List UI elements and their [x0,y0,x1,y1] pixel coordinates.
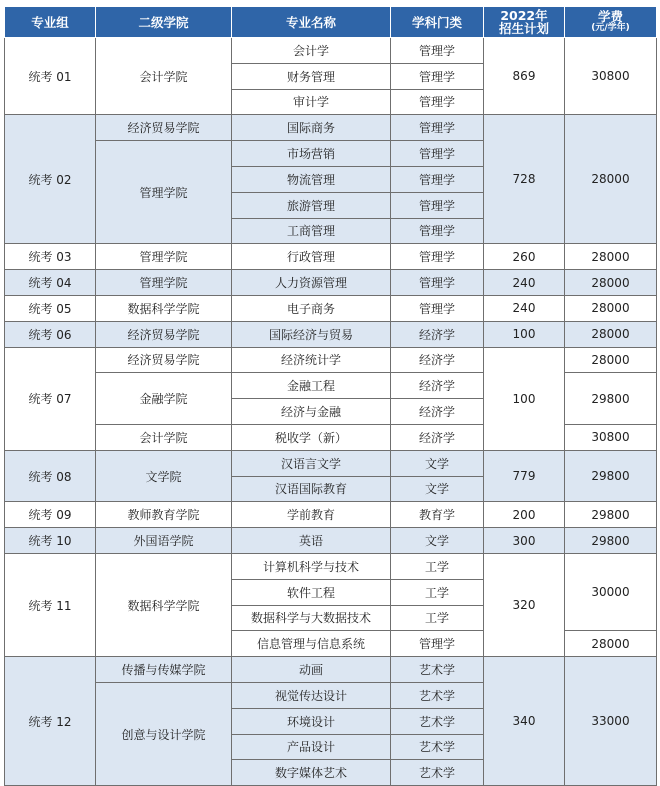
category-cell: 管理学 [391,115,484,141]
category-cell: 工学 [391,605,484,631]
group-cell: 统考 07 [5,347,96,450]
category-cell: 管理学 [391,270,484,296]
plan-cell: 100 [484,347,565,450]
table-row [5,321,657,347]
category-cell: 管理学 [391,63,484,89]
header-category: 学科门类 [391,7,484,38]
category-cell: 管理学 [391,38,484,64]
major-cell: 人力资源管理 [232,270,391,296]
major-cell: 税收学（新） [232,424,391,450]
category-cell: 工学 [391,579,484,605]
admissions-table [4,6,657,786]
major-cell: 经济与金融 [232,399,391,425]
plan-cell: 728 [484,115,565,244]
table-row [5,553,657,579]
header-plan-line2: 招生计划 [498,21,549,36]
college-cell: 经济贸易学院 [96,115,232,141]
major-cell: 汉语国际教育 [232,476,391,502]
category-cell: 教育学 [391,502,484,528]
category-cell: 艺术学 [391,734,484,760]
major-cell: 经济统计学 [232,347,391,373]
major-cell: 物流管理 [232,166,391,192]
fee-cell: 29800 [565,528,657,554]
fee-cell: 28000 [565,347,657,373]
plan-cell: 869 [484,38,565,115]
group-cell: 统考 08 [5,450,96,502]
header-major: 专业名称 [232,7,391,38]
table-row [5,270,657,296]
major-cell: 学前教育 [232,502,391,528]
table-row [5,450,657,476]
major-cell: 汉语言文学 [232,450,391,476]
category-cell: 文学 [391,450,484,476]
college-cell: 管理学院 [96,244,232,270]
college-cell: 会计学院 [96,38,232,115]
fee-cell: 28000 [565,115,657,244]
major-cell: 电子商务 [232,295,391,321]
fee-cell: 33000 [565,657,657,786]
major-cell: 市场营销 [232,141,391,167]
college-cell: 教师教育学院 [96,502,232,528]
category-cell: 管理学 [391,631,484,657]
college-cell: 金融学院 [96,373,232,425]
category-cell: 文学 [391,476,484,502]
category-cell: 管理学 [391,244,484,270]
major-cell: 国际商务 [232,115,391,141]
college-cell: 创意与设计学院 [96,682,232,785]
college-cell: 管理学院 [96,141,232,244]
category-cell: 管理学 [391,89,484,115]
major-cell: 行政管理 [232,244,391,270]
header-fee-line1: 学费 [597,9,623,24]
major-cell: 视觉传达设计 [232,682,391,708]
plan-cell: 260 [484,244,565,270]
table-row [5,244,657,270]
major-cell: 数据科学与大数据技术 [232,605,391,631]
plan-cell: 779 [484,450,565,502]
table-row [5,347,657,373]
fee-cell: 30000 [565,553,657,630]
plan-cell: 320 [484,553,565,656]
fee-cell: 28000 [565,321,657,347]
major-cell: 动画 [232,657,391,683]
table-row [5,502,657,528]
major-cell: 工商管理 [232,218,391,244]
plan-cell: 200 [484,502,565,528]
fee-cell: 30800 [565,38,657,115]
table-row [5,38,657,64]
major-cell: 产品设计 [232,734,391,760]
college-cell: 文学院 [96,450,232,502]
category-cell: 文学 [391,528,484,554]
major-cell: 计算机科学与技术 [232,553,391,579]
fee-cell: 28000 [565,295,657,321]
group-cell: 统考 06 [5,321,96,347]
table-row [5,295,657,321]
group-cell: 统考 02 [5,115,96,244]
major-cell: 信息管理与信息系统 [232,631,391,657]
category-cell: 管理学 [391,141,484,167]
group-cell: 统考 04 [5,270,96,296]
category-cell: 经济学 [391,321,484,347]
group-cell: 统考 12 [5,657,96,786]
plan-cell: 240 [484,270,565,296]
college-cell: 数据科学学院 [96,295,232,321]
college-cell: 外国语学院 [96,528,232,554]
college-cell: 会计学院 [96,424,232,450]
plan-cell: 340 [484,657,565,786]
college-cell: 传播与传媒学院 [96,657,232,683]
category-cell: 经济学 [391,424,484,450]
header-fee-line2: (元/学年) [591,23,630,33]
fee-cell: 30800 [565,424,657,450]
major-cell: 旅游管理 [232,192,391,218]
major-cell: 国际经济与贸易 [232,321,391,347]
college-cell: 管理学院 [96,270,232,296]
category-cell: 工学 [391,553,484,579]
major-cell: 软件工程 [232,579,391,605]
header-college: 二级学院 [96,7,232,38]
college-cell: 经济贸易学院 [96,321,232,347]
table-row [5,115,657,141]
fee-cell: 28000 [565,270,657,296]
major-cell: 环境设计 [232,708,391,734]
plan-cell: 300 [484,528,565,554]
group-cell: 统考 10 [5,528,96,554]
major-cell: 审计学 [232,89,391,115]
group-cell: 统考 03 [5,244,96,270]
major-cell: 英语 [232,528,391,554]
plan-cell: 240 [484,295,565,321]
major-cell: 会计学 [232,38,391,64]
header-row [5,7,657,38]
major-cell: 金融工程 [232,373,391,399]
fee-cell: 28000 [565,631,657,657]
group-cell: 统考 01 [5,38,96,115]
category-cell: 管理学 [391,166,484,192]
category-cell: 艺术学 [391,708,484,734]
major-cell: 财务管理 [232,63,391,89]
college-cell: 经济贸易学院 [96,347,232,373]
major-cell: 数字媒体艺术 [232,760,391,786]
table-row [5,528,657,554]
fee-cell: 28000 [565,244,657,270]
category-cell: 管理学 [391,295,484,321]
header-fee [565,7,657,38]
fee-cell: 29800 [565,373,657,425]
header-plan-line1: 2022年 [500,8,548,23]
college-cell: 数据科学学院 [96,553,232,656]
category-cell: 艺术学 [391,760,484,786]
fee-cell: 29800 [565,502,657,528]
plan-cell: 100 [484,321,565,347]
category-cell: 经济学 [391,347,484,373]
category-cell: 管理学 [391,218,484,244]
category-cell: 艺术学 [391,682,484,708]
category-cell: 管理学 [391,192,484,218]
category-cell: 经济学 [391,399,484,425]
header-plan [484,7,565,38]
group-cell: 统考 09 [5,502,96,528]
header-group: 专业组 [5,7,96,38]
category-cell: 经济学 [391,373,484,399]
fee-cell: 29800 [565,450,657,502]
group-cell: 统考 05 [5,295,96,321]
category-cell: 艺术学 [391,657,484,683]
group-cell: 统考 11 [5,553,96,656]
table-row [5,657,657,683]
